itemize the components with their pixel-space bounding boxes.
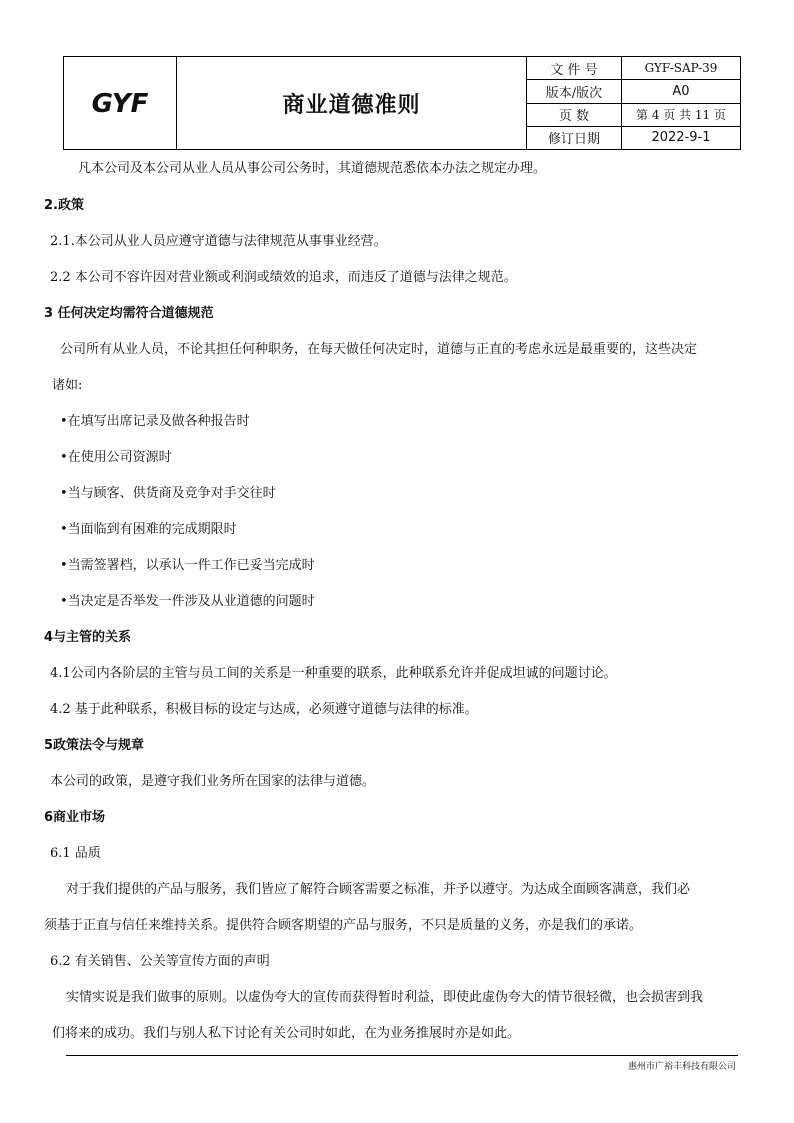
info-label: 文 件 号	[527, 57, 622, 79]
document-info-grid	[527, 57, 740, 149]
paragraph-4-1: 4.1公司内各阶层的主管与员工间的关系是一种重要的联系，此种联系允许并促成坦诚的问题讨论。	[50, 666, 617, 681]
paragraph-5-1: 本公司的政策，是遵守我们业务所在国家的法律与道德。	[50, 774, 376, 789]
info-value: 第 4 页 共 11 页	[636, 108, 726, 123]
intro-paragraph: 凡本公司及本公司从业人员从事公司公务时，其道德规范悉依本办法之规定办理。	[78, 161, 547, 176]
section-heading-6: 6商业市场	[44, 810, 106, 825]
bullet-item: •当需签署档，以承认一件工作已妥当完成时	[60, 558, 315, 573]
info-row-revision-date	[527, 127, 740, 149]
bullet-item: •当决定是否举发一件涉及从业道德的问题时	[60, 594, 315, 609]
info-value: 2022-9-1	[651, 130, 711, 146]
subheading-6-1: 6.1 品质	[50, 846, 101, 861]
info-label: 修订日期	[527, 127, 622, 149]
bullet-item: •在使用公司资源时	[60, 450, 172, 465]
document-header	[63, 56, 741, 150]
subheading-6-2: 6.2 有关销售、公关等宣传方面的声明	[50, 954, 270, 969]
info-row-pages	[527, 104, 740, 127]
section-heading-4: 4与主管的关系	[44, 630, 132, 645]
paragraph-2-1: 2.1.本公司从业人员应遵守道德与法律规范从事事业经营。	[50, 234, 387, 249]
section-heading-3: 3 任何决定均需符合道德规范	[44, 306, 214, 321]
info-value: A0	[672, 83, 690, 99]
company-logo	[88, 88, 152, 118]
section-heading-5: 5政策法令与规章	[44, 738, 145, 753]
info-value: GYF-SAP-39	[644, 61, 718, 76]
paragraph-6-2-line-2: 们将来的成功。我们与别人私下讨论有关公司时如此，在为业务推展时亦是如此。	[52, 1026, 521, 1041]
info-row-file-number	[527, 57, 740, 80]
paragraph-6-2-line-1: 实情实说是我们做事的原则。以虚伪夸大的宣传而获得暂时利益，即使此虚伪夸大的情节很轻微，也会损害到我	[66, 990, 704, 1005]
paragraph-3-line-1: 公司所有从业人员，不论其担任何种职务，在每天做任何决定时，道德与正直的考虑永远是最重要的，这些决定	[60, 342, 698, 357]
section-heading-2: 2.政策	[44, 198, 84, 213]
paragraph-2-2: 2.2 本公司不容许因对营业额或利润或绩效的追求，而违反了道德与法律之规范。	[50, 270, 517, 285]
info-label: 页 数	[527, 104, 622, 126]
logo-cell	[64, 57, 177, 149]
bullet-item: •当面临到有困难的完成期限时	[60, 522, 237, 537]
footer-company-name: 惠州市广裕丰科技有限公司	[627, 1062, 736, 1072]
info-row-version	[527, 80, 740, 103]
paragraph-6-1-line-2: 须基于正直与信任来维持关系。提供符合顾客期望的产品与服务，不只是质量的义务，亦是我们的承诺。	[44, 918, 643, 933]
footer-divider	[66, 1055, 738, 1056]
document-title: 商业道德准则	[177, 57, 527, 149]
svg-text:GYF: GYF	[91, 89, 149, 118]
paragraph-6-1-line-1: 对于我们提供的产品与服务，我们皆应了解符合顾客需要之标准，并予以遵守。为达成全面顾客满意，我们必	[66, 882, 691, 897]
info-label: 版本/版次	[527, 80, 622, 102]
paragraph-3-line-2: 诸如:	[52, 378, 83, 393]
bullet-item: •当与顾客、供货商及竞争对手交往时	[60, 486, 276, 501]
bullet-item: •在填写出席记录及做各种报告时	[60, 414, 250, 429]
paragraph-4-2: 4.2 基于此种联系，积极目标的设定与达成，必须遵守道德与法律的标准。	[50, 702, 478, 717]
